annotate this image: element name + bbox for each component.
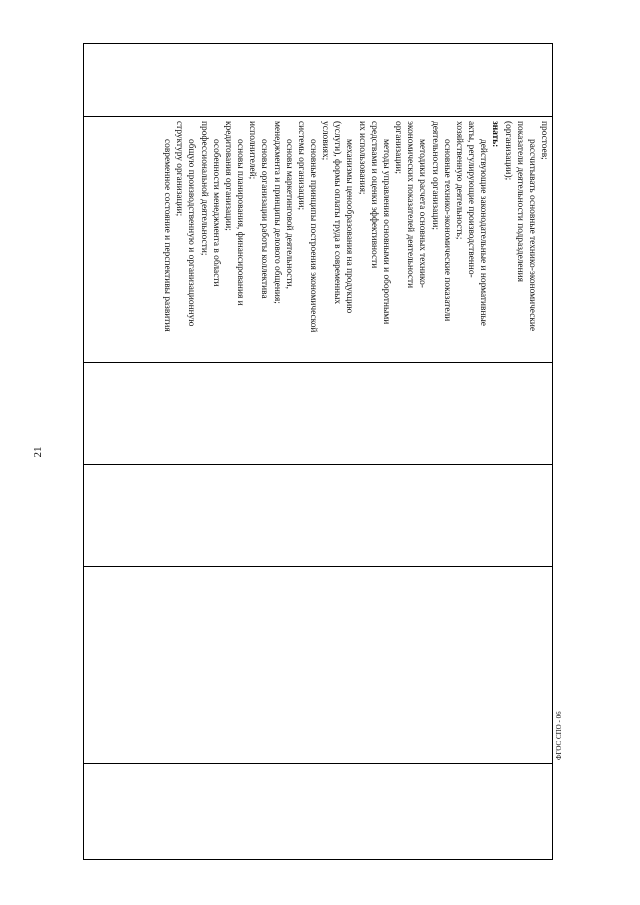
text-line: акты, регулирующие производственно- <box>466 121 477 278</box>
text-line: (организации); <box>502 121 513 181</box>
text-line: условиях; <box>320 121 331 161</box>
footer-code: ФГОС СПО - 06 <box>555 711 563 760</box>
text-line: системы организации; <box>295 121 306 211</box>
text-line: основы планирования, финансирования и <box>235 139 246 306</box>
text-line: методы управления основными и оборотными <box>380 139 391 325</box>
text-line: профессиональной деятельности; <box>198 121 209 256</box>
text-line: их использования; <box>356 121 367 195</box>
page-number: 21 <box>32 446 44 458</box>
text-line: основные технико-экономические показатели <box>441 139 452 322</box>
text-line: хозяйственную деятельность; <box>453 121 464 240</box>
text-line: основы маркетинговой деятельности, <box>283 139 294 289</box>
text-line: структуру организации; <box>174 121 185 217</box>
text-line: показатели деятельности подразделения <box>514 121 525 282</box>
text-line: рассчитывать основные технико-экономические <box>526 139 537 332</box>
table-cell-index <box>84 44 553 117</box>
text-line: методики расчета основных технико- <box>417 139 428 288</box>
text-line: механизмы ценообразования на продукцию <box>344 139 355 314</box>
table-row <box>84 44 553 860</box>
text-line: экономических показателей деятельности <box>405 121 416 289</box>
text-line: действующие законодательные и нормативные <box>478 139 489 326</box>
table-cell-col4 <box>84 465 553 567</box>
text-line: основные принципы построения экономической <box>308 139 319 333</box>
text-line: кредитования организации; <box>222 121 233 231</box>
text-line: знать: <box>490 121 501 148</box>
table-cell-col3 <box>84 363 553 465</box>
table-cell-col5 <box>84 567 553 764</box>
text-line: деятельности организации; <box>429 121 440 230</box>
table-cell-knowledge-skills <box>84 117 553 363</box>
text-line: (услуги), формы оплаты труда в современных <box>332 121 343 305</box>
text-line: средствами и оценки эффективности <box>368 121 379 269</box>
text-line: исполнителей; <box>247 121 258 180</box>
text-line: организации; <box>393 121 404 174</box>
text-line: основы организации работы коллектива <box>259 139 270 299</box>
text-line: особенности менеджмента в области <box>210 139 221 287</box>
text-line: современное состояние и перспективы развития <box>162 139 173 332</box>
text-line: менеджмента и принципы делового общения; <box>271 121 282 304</box>
text-line: общую производственную и организационную <box>186 139 197 327</box>
competency-table <box>83 43 553 860</box>
cell-text-block <box>161 121 550 358</box>
text-line: простоев; <box>539 121 549 160</box>
table-cell-col6 <box>84 764 553 860</box>
